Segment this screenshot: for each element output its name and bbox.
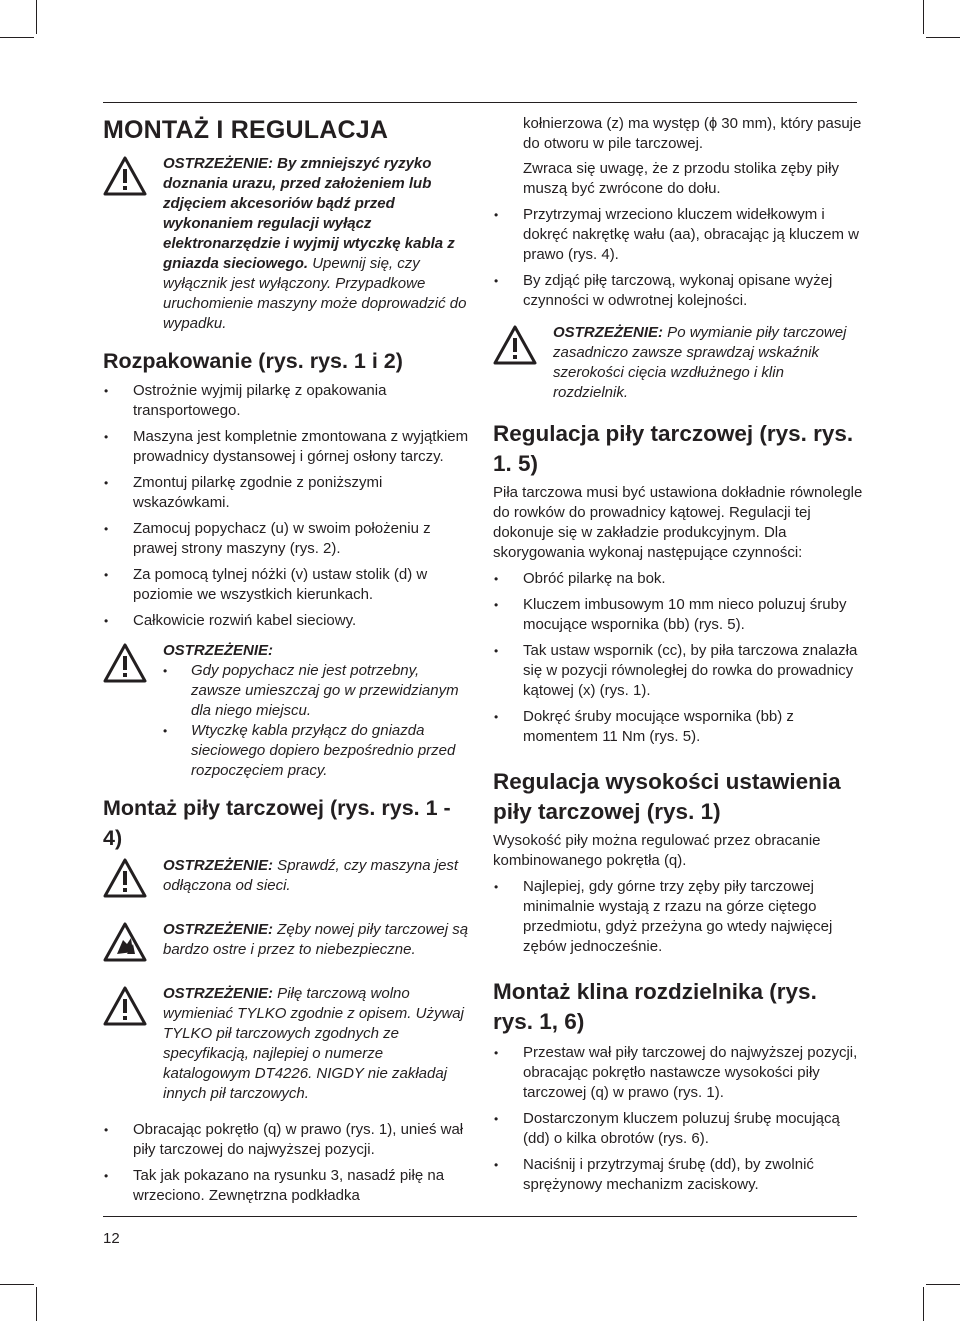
list-item: • Przestaw wał piły tarczowej do najwyższej pozycji, obracając pokrętło nastawcze wysokości piły tarczowej (q) w prawo (rys. 1). bbox=[493, 1043, 863, 1103]
warning-block bbox=[103, 920, 473, 967]
list-item: • Ostrożnie wyjmij pilarkę z opakowania transportowego. bbox=[103, 381, 473, 421]
list-item: • Obróć pilarkę na bok. bbox=[493, 569, 863, 589]
list-item: • Zmontuj pilarkę zgodnie z poniższymi wskazówkami. bbox=[103, 473, 473, 513]
warning-text: Upewnij się, czy wyłącznik jest wyłączony. Przypadkowe uruchomienie maszyny może doprowadzić do wypadku. bbox=[163, 255, 467, 332]
warning-label: OSTRZEŻENIE: bbox=[163, 642, 274, 659]
warning-label: OSTRZEŻENIE: bbox=[163, 921, 274, 938]
crop-mark bbox=[926, 1284, 960, 1285]
regulation-list bbox=[493, 569, 863, 747]
crop-mark bbox=[36, 0, 37, 34]
warning-block bbox=[493, 323, 863, 403]
crop-mark bbox=[0, 37, 34, 38]
list-item: • Za pomocą tylnej nóżki (v) ustaw stolik (d) w poziomie we wszystkich kierunkach. bbox=[103, 565, 473, 605]
bottom-rule bbox=[103, 1216, 857, 1217]
warning-text: Sprawdź, czy maszyna jest odłączona od sieci. bbox=[163, 857, 459, 894]
right-column bbox=[493, 114, 863, 1195]
warning-block bbox=[103, 856, 473, 903]
crop-mark bbox=[36, 1287, 37, 1321]
list-item: • Naciśnij i przytrzymaj śrubę (dd), by zwolnić sprężynowy mechanizm zaciskowy. bbox=[493, 1155, 863, 1195]
list-item: • By zdjąć piłę tarczową, wykonaj opisane wyżej czynności w odwrotnej kolejności. bbox=[493, 271, 863, 311]
warning-label: OSTRZEŻENIE: bbox=[163, 985, 274, 1002]
continued-paragraph: Zwraca się uwagę, że z przodu stolika zęby piły muszą być zwrócone do dołu. bbox=[523, 160, 839, 197]
warning-list bbox=[163, 661, 473, 781]
list-item: • Dokręć śruby mocujące wspornika (bb) z momentem 11 Nm (rys. 5). bbox=[493, 707, 863, 747]
list-item: • Zamocuj popychacz (u) w swoim położeniu z prawej strony maszyny (rys. 2). bbox=[103, 519, 473, 559]
warning-label: OSTRZEŻENIE: bbox=[553, 324, 664, 341]
crop-mark bbox=[0, 1284, 34, 1285]
warning-label: OSTRZEŻENIE: bbox=[163, 857, 274, 874]
wedge-heading: Montaż klina rozdzielnika (rys. rys. 1, 6) bbox=[493, 979, 817, 1034]
continued-paragraph: kołnierzowa (z) ma występ (ɸ 30 mm), który pasuje do otworu w pile tarczowej. bbox=[523, 115, 862, 152]
wedge-list bbox=[493, 1043, 863, 1195]
warning-block bbox=[103, 984, 473, 1104]
crop-mark bbox=[923, 0, 924, 34]
sharp-blade-warning-icon bbox=[103, 922, 147, 962]
warning-block bbox=[103, 641, 473, 781]
height-heading: Regulacja wysokości ustawienia piły tarczowej (rys. 1) bbox=[493, 769, 841, 824]
list-item: • Całkowicie rozwiń kabel sieciowy. bbox=[103, 611, 473, 631]
regulation-paragraph: Piła tarczowa musi być ustawiona dokładnie równolegle do rowków do prowadnicy kątowej. Regulacji tej dokonuje się w zakładzie produkcyjnym. Dla skorygowania wykonaj następujące czynności: bbox=[493, 484, 863, 561]
blade-heading: Montaż piły tarczowej (rys. rys. 1 - 4) bbox=[103, 796, 451, 850]
crop-mark bbox=[926, 37, 960, 38]
list-item: • Wtyczkę kabla przyłącz do gniazda sieciowego dopiero bezpośrednio przed rozpoczęciem pracy. bbox=[163, 721, 473, 781]
list-item: • Tak jak pokazano na rysunku 3, nasadź piłę na wrzeciono. Zewnętrzna podkładka bbox=[103, 1166, 473, 1206]
list-item: • Gdy popychacz nie jest potrzebny, zawsze umieszczaj go w przewidzianym dla niego miejscu. bbox=[163, 661, 473, 721]
continued-list bbox=[493, 205, 863, 311]
list-item: • Przytrzymaj wrzeciono kluczem widełkowym i dokręć nakrętkę wału (aa), obracając ją kluczem w prawo (rys. 4). bbox=[493, 205, 863, 265]
warning-text: Po wymianie piły tarczowej zasadniczo zawsze sprawdzaj wskaźnik szerokości cięcia wzdłużnego i klin rozdzielnik. bbox=[553, 324, 847, 401]
warning-text: Piłę tarczową wolno wymieniać TYLKO zgodnie z opisem. Używaj TYLKO pił tarczowych zgodnych ze specyfikacją, najlepiej o numerze katalogowym DT4226. NIGDY nie zakładaj innych pił tarczowych. bbox=[163, 985, 464, 1102]
regulation-heading: Regulacja piły tarczowej (rys. rys. 1. 5) bbox=[493, 421, 854, 476]
left-column bbox=[103, 114, 473, 1206]
warning-triangle-icon bbox=[103, 156, 147, 196]
height-list bbox=[493, 877, 863, 957]
unpack-list bbox=[103, 381, 473, 631]
list-item: • Dostarczonym kluczem poluzuj śrubę mocującą (dd) o kilka obrotów (rys. 6). bbox=[493, 1109, 863, 1149]
warning-block bbox=[103, 154, 473, 334]
section-title: MONTAŻ I REGULACJA bbox=[103, 116, 389, 144]
warning-triangle-icon bbox=[103, 986, 147, 1026]
height-paragraph: Wysokość piły można regulować przez obracanie kombinowanego pokrętła (q). bbox=[493, 832, 821, 869]
list-item: • Tak ustaw wspornik (cc), by piła tarczowa znalazła się w pozycji równoległej do rowka do prowadnicy kątowej (x) (rys. 1). bbox=[493, 641, 863, 701]
warning-bold-text: OSTRZEŻENIE: By zmniejszyć ryzyko doznania urazu, przed założeniem lub zdjęciem akcesoriów bądź przed wykonaniem regulacji wyłącz elektronarzędzie i wyjmij wtyczkę kabla z gniazda sieciowego. bbox=[163, 155, 455, 272]
list-item: • Obracając pokrętło (q) w prawo (rys. 1), unieś wał piły tarczowej do najwyższej pozycji. bbox=[103, 1120, 473, 1160]
top-rule bbox=[103, 102, 857, 103]
warning-text: Zęby nowej piły tarczowej są bardzo ostre i przez to niebezpieczne. bbox=[163, 921, 469, 958]
blade-list bbox=[103, 1120, 473, 1206]
crop-mark bbox=[923, 1287, 924, 1321]
warning-triangle-icon bbox=[493, 325, 537, 365]
warning-triangle-icon bbox=[103, 643, 147, 683]
warning-triangle-icon bbox=[103, 858, 147, 898]
list-item: • Kluczem imbusowym 10 mm nieco poluzuj śruby mocujące wspornika (bb) (rys. 5). bbox=[493, 595, 863, 635]
unpack-heading: Rozpakowanie (rys. rys. 1 i 2) bbox=[103, 349, 403, 373]
page-number: 12 bbox=[103, 1230, 120, 1247]
list-item: • Najlepiej, gdy górne trzy zęby piły tarczowej minimalnie wystają z rzazu na górze ciętego przedmiotu, gdyż przeżyna go wtedy najwięcej zębów jednocześnie. bbox=[493, 877, 863, 957]
list-item: • Maszyna jest kompletnie zmontowana z wyjątkiem prowadnicy dystansowej i górnej osłony tarczy. bbox=[103, 427, 473, 467]
